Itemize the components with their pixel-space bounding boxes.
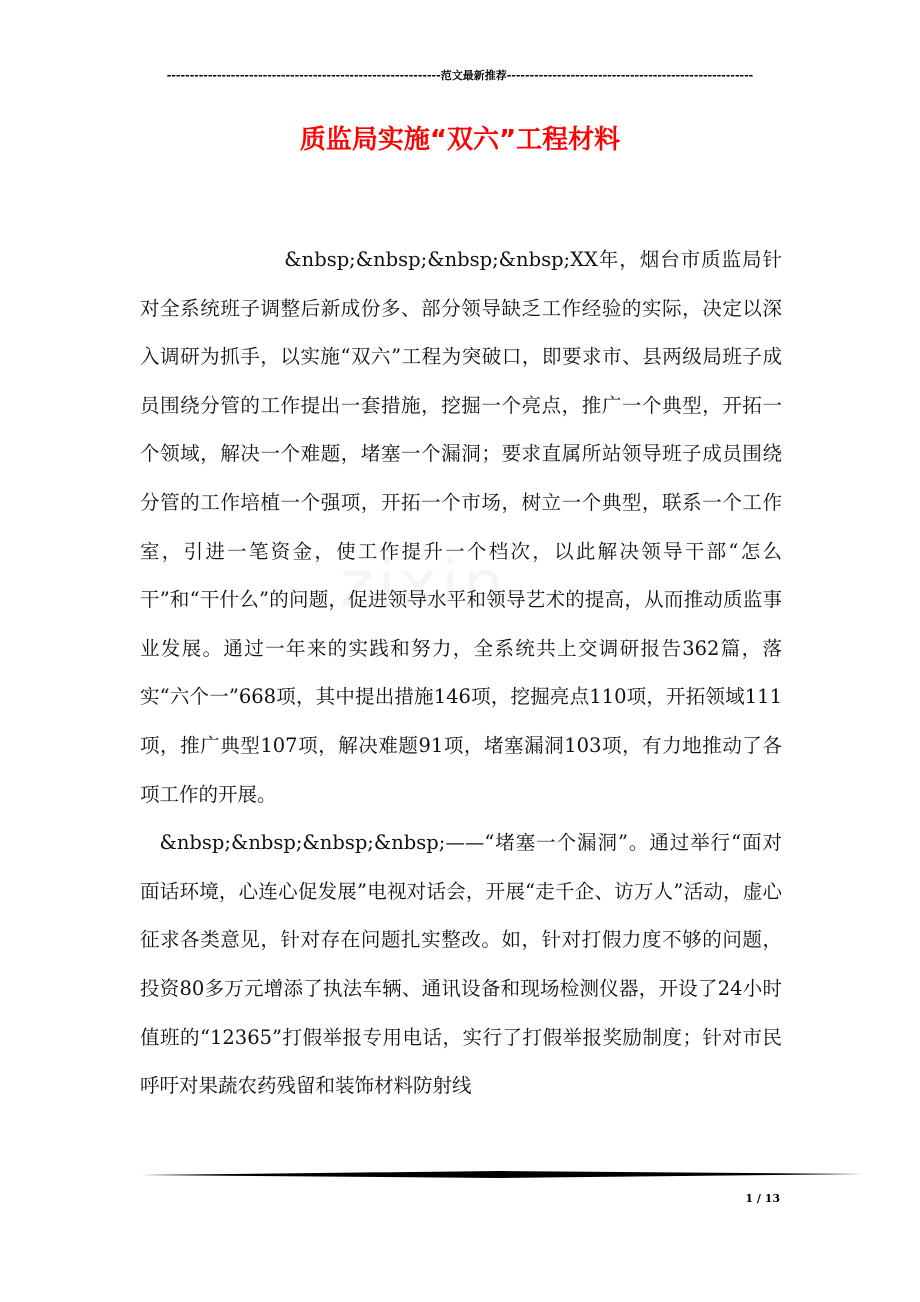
header-banner: ------------------------------------------------------------范文最新推荐------------------------------------------------------ [166,69,754,82]
document-title: 质监局实施“双六”工程材料 [299,125,621,155]
page-number: 1 / 13 [745,1192,780,1205]
paragraph-1: &nbsp;&nbsp;&nbsp;&nbsp;XX年，烟台市质监局针对全系统班子调整后新成份多、部分领导缺乏工作经验的实际，决定以深入调研为抓手，以实施“双六”工程为突破口，即要求市、县两级局班子成员围绕分管的工作提出一套措施，挖掘一个亮点，推广一个典型，开拓一个领域，解决一个难题，堵塞一个漏洞；要求直属所站领导班子成员围绕分管的工作培植一个强项，开拓一个市场，树立一个典型，联系一个工作室，引进一笔资金，使工作提升一个档次，以此解决领导干部“怎么干”和“干什么”的问题，促进领导水平和领导艺术的提高，从而推动质监事业发展。通过一年来的实践和努力，全系统共上交调研报告362篇，落实“六个一”668项，其中提出措施146项，挖掘亮点110项，开拓领域111项，推广典型107项，解决难题91项，堵塞漏洞103项，有力地推动了各项工作的开展。 [140,248,782,806]
paragraph-2: &nbsp;&nbsp;&nbsp;&nbsp;——“堵塞一个漏洞”。通过举行“面对面话环境，心连心促发展”电视对话会，开展“走千企、访万人”活动，虚心征求各类意见，针对存在问题扎实整改。如，针对打假力度不够的问题，投资80多万元增添了执法车辆、通讯设备和现场检测仪器，开设了24小时值班的“12365”打假举报专用电话，实行了打假举报奖励制度；针对市民呼吁对果蔬农药残留和装饰材料防射线 [140,831,782,1098]
document-body [140,236,782,1111]
footer-rule [140,1168,863,1182]
